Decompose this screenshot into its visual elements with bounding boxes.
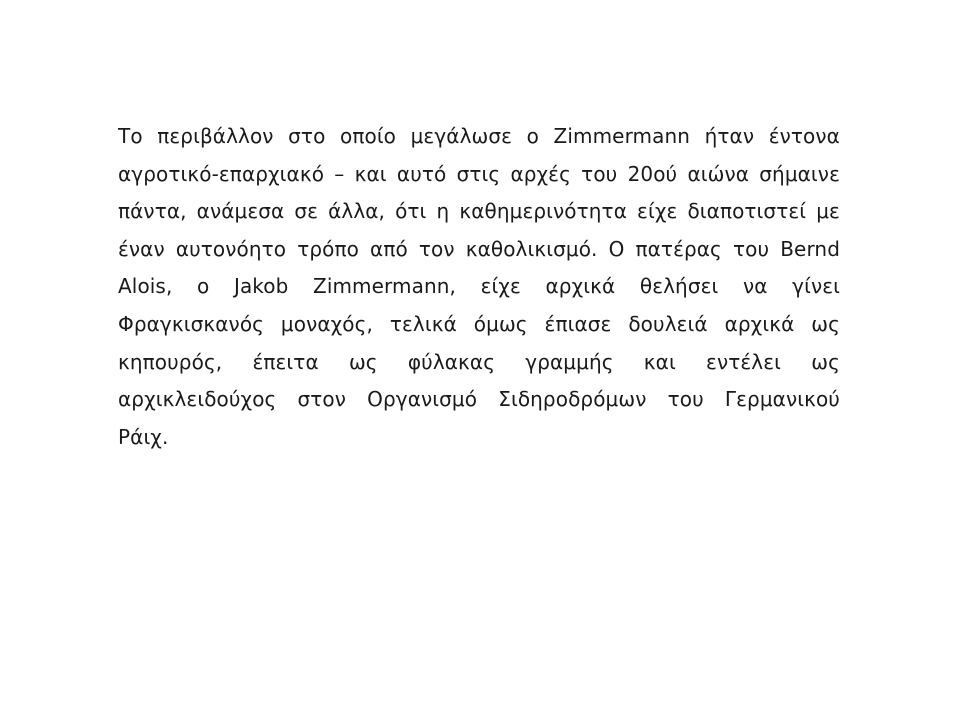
paragraph-word: του xyxy=(581,161,618,186)
paragraph-word: και xyxy=(354,161,387,186)
paragraph-word: αγροτικό-επαρχιακό xyxy=(118,161,325,186)
paragraph-line xyxy=(118,306,840,344)
paragraph-word: φύλακας xyxy=(407,349,496,374)
paragraph-word: πάντα, xyxy=(118,199,187,224)
paragraph-word: γραμμής xyxy=(525,349,614,374)
paragraph-word: αρχικά xyxy=(545,274,616,299)
paragraph-word: Ράιχ. xyxy=(118,424,169,449)
paragraph-word: Zimmermann, xyxy=(313,274,456,299)
paragraph-word: ο xyxy=(526,124,539,148)
paragraph-word: στον xyxy=(297,387,347,412)
paragraph-word: ήταν xyxy=(704,124,755,148)
body-paragraph xyxy=(118,118,840,456)
paragraph-word: τρόπο xyxy=(297,236,359,261)
paragraph-line xyxy=(118,419,840,457)
paragraph-word: σε xyxy=(294,199,319,224)
paragraph-word: ότι xyxy=(395,199,427,224)
paragraph-word: 20ού xyxy=(627,161,678,186)
paragraph-word: έντονα xyxy=(768,124,840,148)
paragraph-word: ο xyxy=(197,274,210,299)
paragraph-word: – xyxy=(334,161,345,186)
paragraph-word: Το xyxy=(118,124,143,148)
paragraph-word: ως xyxy=(348,349,378,374)
paragraph-word: Οργανισμό xyxy=(367,387,478,412)
paragraph-word: όμως xyxy=(473,311,528,336)
paragraph-word: Γερμανικού xyxy=(724,387,840,412)
paragraph-word: στο xyxy=(288,124,326,148)
paragraph-word: Jakob xyxy=(233,274,289,299)
paragraph-word: έπειτα xyxy=(252,349,319,374)
paragraph-line xyxy=(118,381,840,419)
paragraph-word: πατέρας xyxy=(635,236,722,261)
paragraph-word: αρχές xyxy=(510,161,571,186)
paragraph-word: μοναχός, xyxy=(280,311,373,336)
paragraph-word: του xyxy=(732,236,770,261)
paragraph-word: περιβάλλον xyxy=(157,124,274,148)
paragraph-word: Zimmermann xyxy=(553,124,691,148)
paragraph-word: ανάμεσα xyxy=(196,199,285,224)
paragraph-word: καθημερινότητα xyxy=(459,199,627,224)
paragraph-word: ως xyxy=(811,349,840,374)
paragraph-line xyxy=(118,231,840,269)
paragraph-line xyxy=(118,156,840,194)
paragraph-word: είχε xyxy=(480,274,521,299)
paragraph-word: Alois, xyxy=(118,274,173,299)
paragraph-word: δουλειά xyxy=(628,311,708,336)
paragraph-word: και xyxy=(643,349,676,374)
paragraph-line xyxy=(118,118,840,156)
paragraph-word: ως xyxy=(811,311,840,336)
paragraph-word: θελήσει xyxy=(639,274,719,299)
paragraph-word: άλλα, xyxy=(328,199,386,224)
paragraph-word: η xyxy=(436,199,450,224)
paragraph-word: έναν xyxy=(118,236,165,261)
paragraph-word: αυτονόητο xyxy=(175,236,287,261)
paragraph-word: σήμαινε xyxy=(759,161,840,186)
paragraph-word: τον xyxy=(418,236,455,261)
paragraph-word: αιώνα xyxy=(687,161,750,186)
paragraph-word: Ο xyxy=(608,236,625,261)
paragraph-word: Bernd xyxy=(780,236,840,261)
paragraph-word: έπιασε xyxy=(544,311,612,336)
paragraph-word: αρχικλειδούχος xyxy=(118,387,277,412)
paragraph-line xyxy=(118,268,840,306)
paragraph-word: κηπουρός, xyxy=(118,349,223,374)
paragraph-word: τελικά xyxy=(389,311,457,336)
paragraph-word: του xyxy=(667,387,704,412)
paragraph-word: διαποτιστεί xyxy=(687,199,807,224)
paragraph-line xyxy=(118,193,840,231)
paragraph-word: από xyxy=(370,236,408,261)
paragraph-word: είχε xyxy=(637,199,678,224)
paragraph-word: αρχικά xyxy=(724,311,795,336)
paragraph-word: μεγάλωσε xyxy=(410,124,513,148)
paragraph-word: Σιδηροδρόμων xyxy=(498,387,647,412)
paragraph-word: γίνει xyxy=(792,274,840,299)
paragraph-word: να xyxy=(742,274,768,299)
paragraph-word: οποίο xyxy=(340,124,397,148)
paragraph-word: καθολικισμό. xyxy=(465,236,598,261)
paragraph-word: αυτό xyxy=(396,161,447,186)
paragraph-line xyxy=(118,344,840,382)
paragraph-word: με xyxy=(816,199,840,224)
paragraph-word: εντέλει xyxy=(706,349,781,374)
paragraph-word: Φραγκισκανός xyxy=(118,311,265,336)
paragraph-word: στις xyxy=(456,161,501,186)
